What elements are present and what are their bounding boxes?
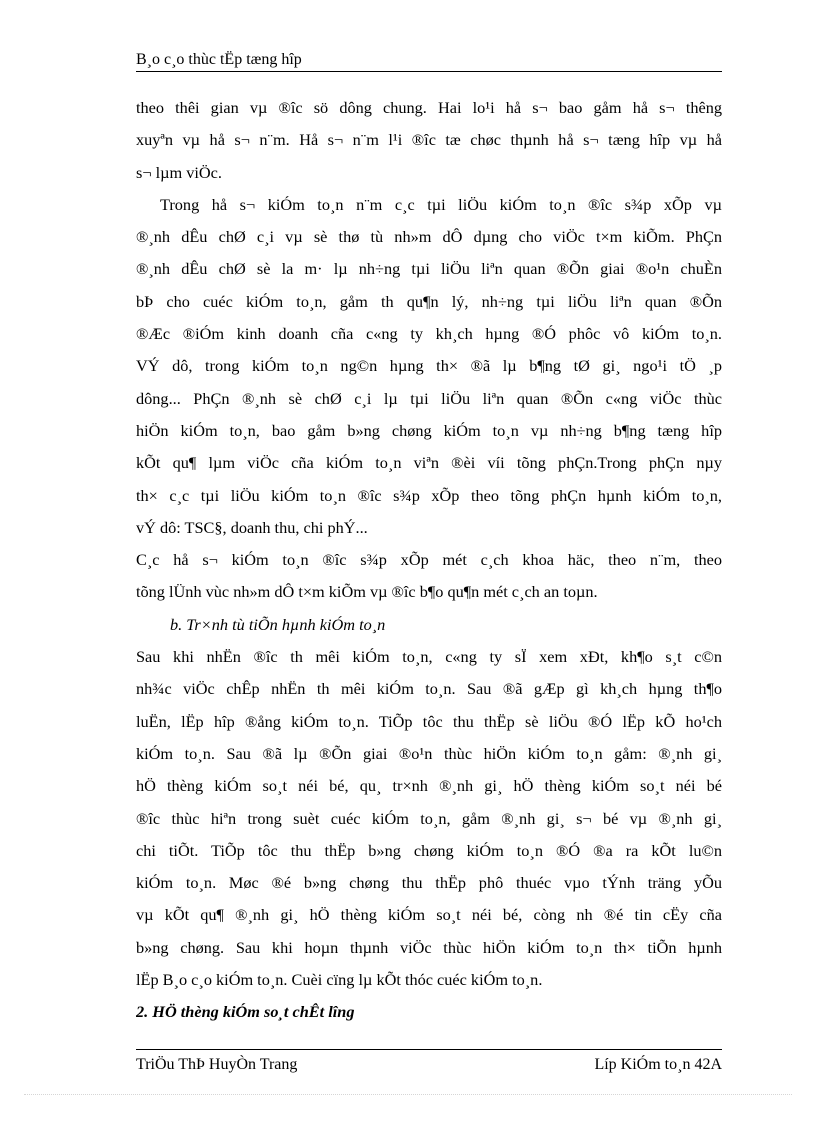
- body-line: Trong hå s¬ kiÓm to¸n n¨m c¸c tµi liÖu kiÓm to¸n ®îc s¾p xÕp vµ: [160, 194, 722, 214]
- body-line: xuyªn vµ hå s¬ n¨m. Hå s¬ n¨m l¹i ®îc tæ chøc thµnh hå s¬ tæng hîp vµ hå: [136, 130, 722, 150]
- body-line: b»ng chøng. Sau khi hoµn thµnh viÖc thùc hiÖn kiÓm to¸n th× tiÕn hµnh: [136, 937, 722, 957]
- body-line: C¸c hå s¬ kiÓm to¸n ®îc s¾p xÕp mét c¸ch khoa häc, theo n¨m, theo: [136, 550, 722, 570]
- body-line: th× c¸c tµi liÖu kiÓm to¸n ®îc s¾p xÕp theo tõng phÇn hµnh kiÓm to¸n,: [136, 485, 722, 505]
- body-line: ®Æc ®iÓm kinh doanh cña c«ng ty kh¸ch hµng ®Ó phôc vô kiÓm to¸n.: [136, 324, 722, 344]
- body-line: chi tiÕt. TiÕp tôc thu thËp b»ng chøng kiÓm to¸n ®Ó ®a ra kÕt lu©n: [136, 840, 722, 860]
- body-line: hÖ thèng kiÓm so¸t néi bé, qu¸ tr×nh ®¸nh gi¸ hÖ thèng kiÓm so¸t néi bé: [136, 776, 722, 796]
- page-header-title: B¸o c¸o thùc tËp tæng hîp: [136, 51, 302, 68]
- body-line: lËp B¸o c¸o kiÓm to¸n. Cuèi cïng lµ kÕt thóc cuéc kiÓm to¸n.: [136, 970, 543, 990]
- body-line: ®¸nh dÊu chØ c¸i vµ sè thø tù nh»m dÔ dµng cho viÖc t×m kiÕm. PhÇn: [136, 227, 722, 247]
- footer-divider: [136, 1049, 722, 1050]
- body-line: hiÖn kiÓm to¸n, bao gåm b»ng chøng kiÓm to¸n vµ nh÷ng b¶ng tæng hîp: [136, 420, 722, 440]
- body-line: kÕt qu¶ lµm viÖc cña kiÓm to¸n viªn ®èi víi tõng phÇn.Trong phÇn nµy: [136, 453, 722, 473]
- section-heading: 2. HÖ thèng kiÓm so¸t chÊt lîng: [136, 1002, 355, 1022]
- footer-class: Líp KiÓm to¸n 42A: [594, 1056, 722, 1073]
- subheading-procedure: b. Tr×nh tù tiÕn hµnh kiÓm to¸n: [170, 614, 386, 634]
- body-line: ®¸nh dÊu chØ sè la m· lµ nh÷ng tµi liÖu liªn quan ®Õn giai ®o¹n chuÈn: [136, 259, 722, 279]
- body-line: s¬ lµm viÖc.: [136, 162, 222, 182]
- body-line: vµ kÕt qu¶ ®¸nh gi¸ hÖ thèng kiÓm so¸t néi bé, còng nh ®é tin cËy cña: [136, 905, 722, 925]
- body-line: dông... PhÇn ®¸nh sè chØ c¸i lµ tµi liÖu liªn quan ®Õn c«ng viÖc thùc: [136, 388, 722, 408]
- body-line: kiÓm to¸n. Sau ®ã lµ ®Õn giai ®o¹n thùc hiÖn kiÓm to¸n gåm: ®¸nh gi¸: [136, 743, 722, 763]
- document-body: [136, 92, 722, 1029]
- body-line: VÝ dô, trong kiÓm to¸n ng©n hµng th× ®ã lµ b¶ng tØ gi¸ ngo¹i tÖ ¸p: [136, 356, 722, 376]
- body-line: luËn, lËp hîp ®ång kiÓm to¸n. TiÕp tôc thu thËp sè liÖu ®Ó lËp kÕ ho¹ch: [136, 711, 722, 731]
- footer-author: TriÖu ThÞ HuyÒn Trang: [136, 1056, 298, 1073]
- page-bottom-edge: [24, 1094, 792, 1095]
- body-line: kiÓm to¸n. Møc ®é b»ng chøng thu thËp phô thuéc vµo tÝnh träng yÕu: [136, 873, 722, 893]
- body-line: ®îc thùc hiªn trong suèt cuéc kiÓm to¸n, gåm ®¸nh gi¸ s¬ bé vµ ®¸nh gi¸: [136, 808, 722, 828]
- body-line: tõng lÜnh vùc nh»m dÔ t×m kiÕm vµ ®îc b¶o qu¶n mét c¸ch an toµn.: [136, 582, 598, 602]
- body-line: nh¾c viÖc chÊp nhËn th mêi kiÓm to¸n. Sau ®ã gÆp gì kh¸ch hµng th¶o: [136, 679, 722, 699]
- body-line: theo thêi gian vµ ®îc sö dông chung. Hai lo¹i hå s¬ bao gåm hå s¬ thêng: [136, 98, 722, 117]
- body-line: bÞ cho cuéc kiÓm to¸n, gåm th qu¶n lý, nh÷ng tµi liÖu liªn quan ®Õn: [136, 291, 722, 311]
- body-line: Sau khi nhËn ®îc th mêi kiÓm to¸n, c«ng ty sÏ xem xÐt, kh¶o s¸t c©n: [136, 647, 722, 667]
- body-line: vÝ dô: TSC§, doanh thu, chi phÝ...: [136, 517, 368, 537]
- header-divider: [136, 71, 722, 72]
